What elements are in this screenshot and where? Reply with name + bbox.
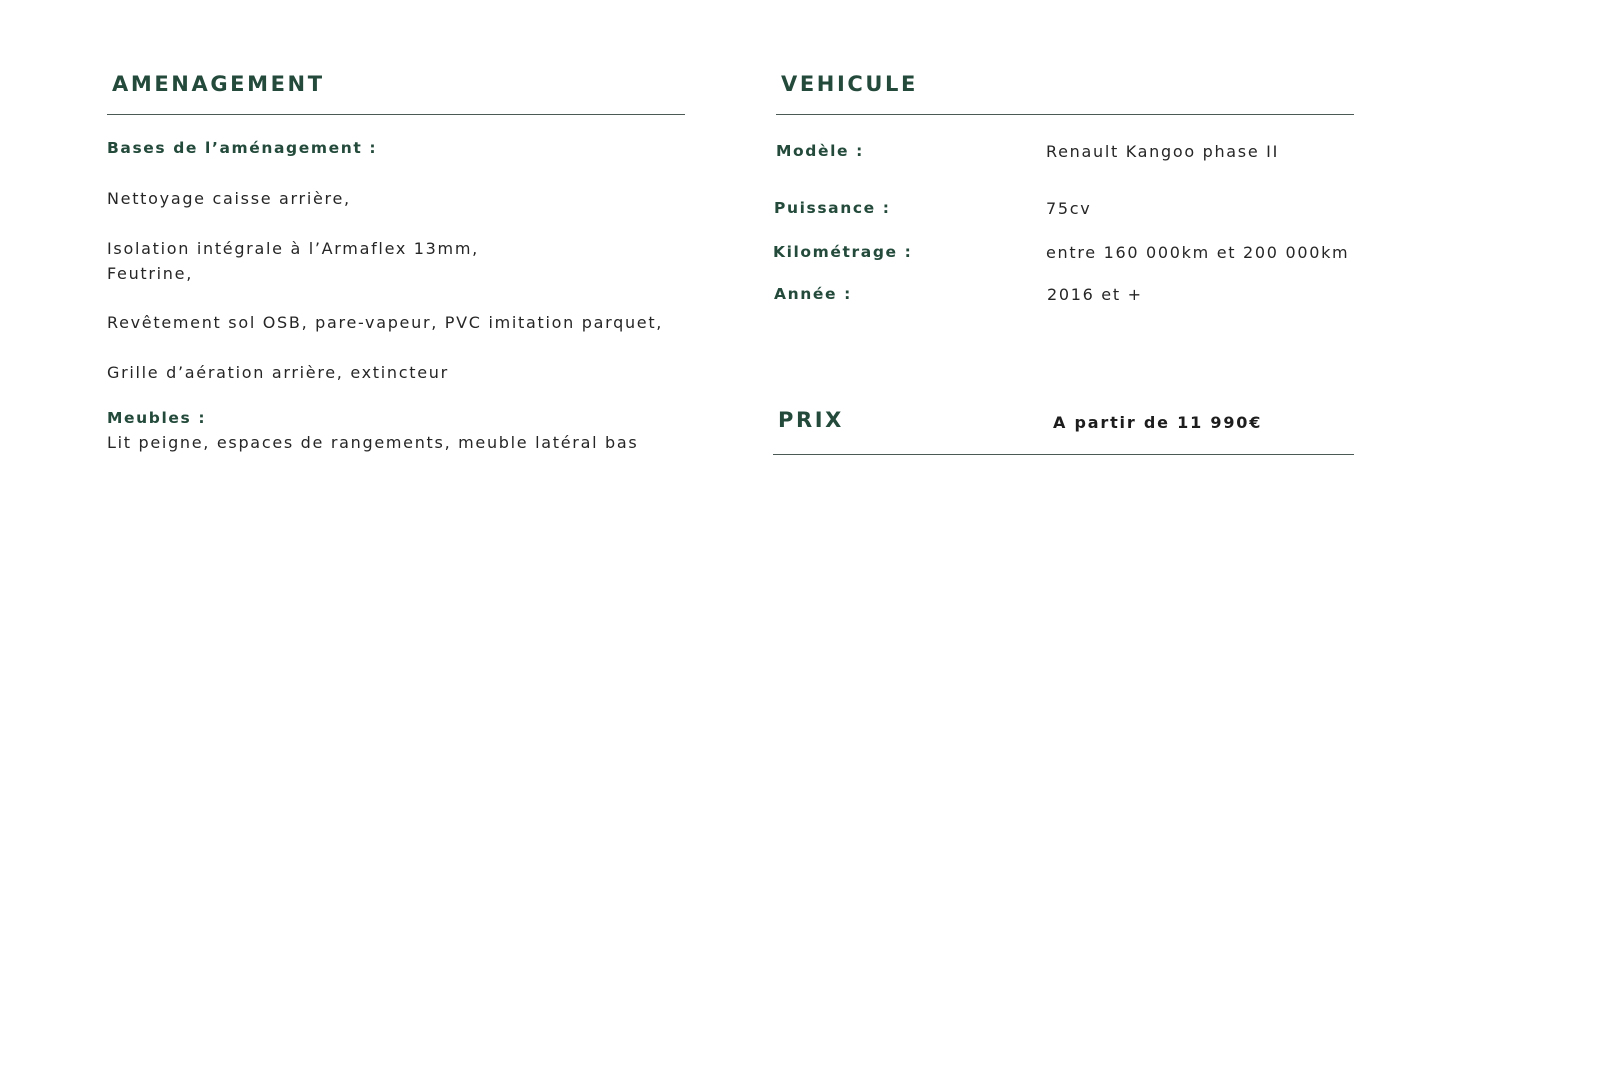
spec-label-kilometrage: Kilométrage : bbox=[773, 243, 913, 261]
amenagement-item: Revêtement sol OSB, pare-vapeur, PVC imitation parquet, bbox=[107, 313, 664, 332]
amenagement-item: Nettoyage caisse arrière, bbox=[107, 189, 351, 208]
amenagement-item: Isolation intégrale à l’Armaflex 13mm, bbox=[107, 239, 479, 258]
vehicule-title: VEHICULE bbox=[781, 72, 918, 96]
spec-value-annee: 2016 et + bbox=[1047, 285, 1143, 304]
meubles-text: Lit peigne, espaces de rangements, meuble latéral bas bbox=[107, 433, 639, 452]
meubles-label: Meubles : bbox=[107, 409, 207, 427]
spec-label-modele: Modèle : bbox=[776, 142, 864, 160]
spec-value-puissance: 75cv bbox=[1046, 199, 1092, 218]
spec-label-puissance: Puissance : bbox=[774, 199, 891, 217]
prix-value: A partir de 11 990€ bbox=[1053, 413, 1263, 432]
prix-title: PRIX bbox=[778, 408, 844, 432]
amenagement-item: Feutrine, bbox=[107, 264, 193, 283]
amenagement-title: AMENAGEMENT bbox=[112, 72, 325, 96]
amenagement-item: Grille d’aération arrière, extincteur bbox=[107, 363, 449, 382]
amenagement-divider bbox=[107, 114, 685, 115]
vehicule-divider bbox=[776, 114, 1354, 115]
spec-label-annee: Année : bbox=[774, 285, 852, 303]
spec-value-kilometrage: entre 160 000km et 200 000km bbox=[1046, 243, 1350, 262]
spec-value-modele: Renault Kangoo phase II bbox=[1046, 142, 1280, 161]
prix-divider bbox=[773, 454, 1354, 455]
bases-label: Bases de l’aménagement : bbox=[107, 139, 378, 157]
